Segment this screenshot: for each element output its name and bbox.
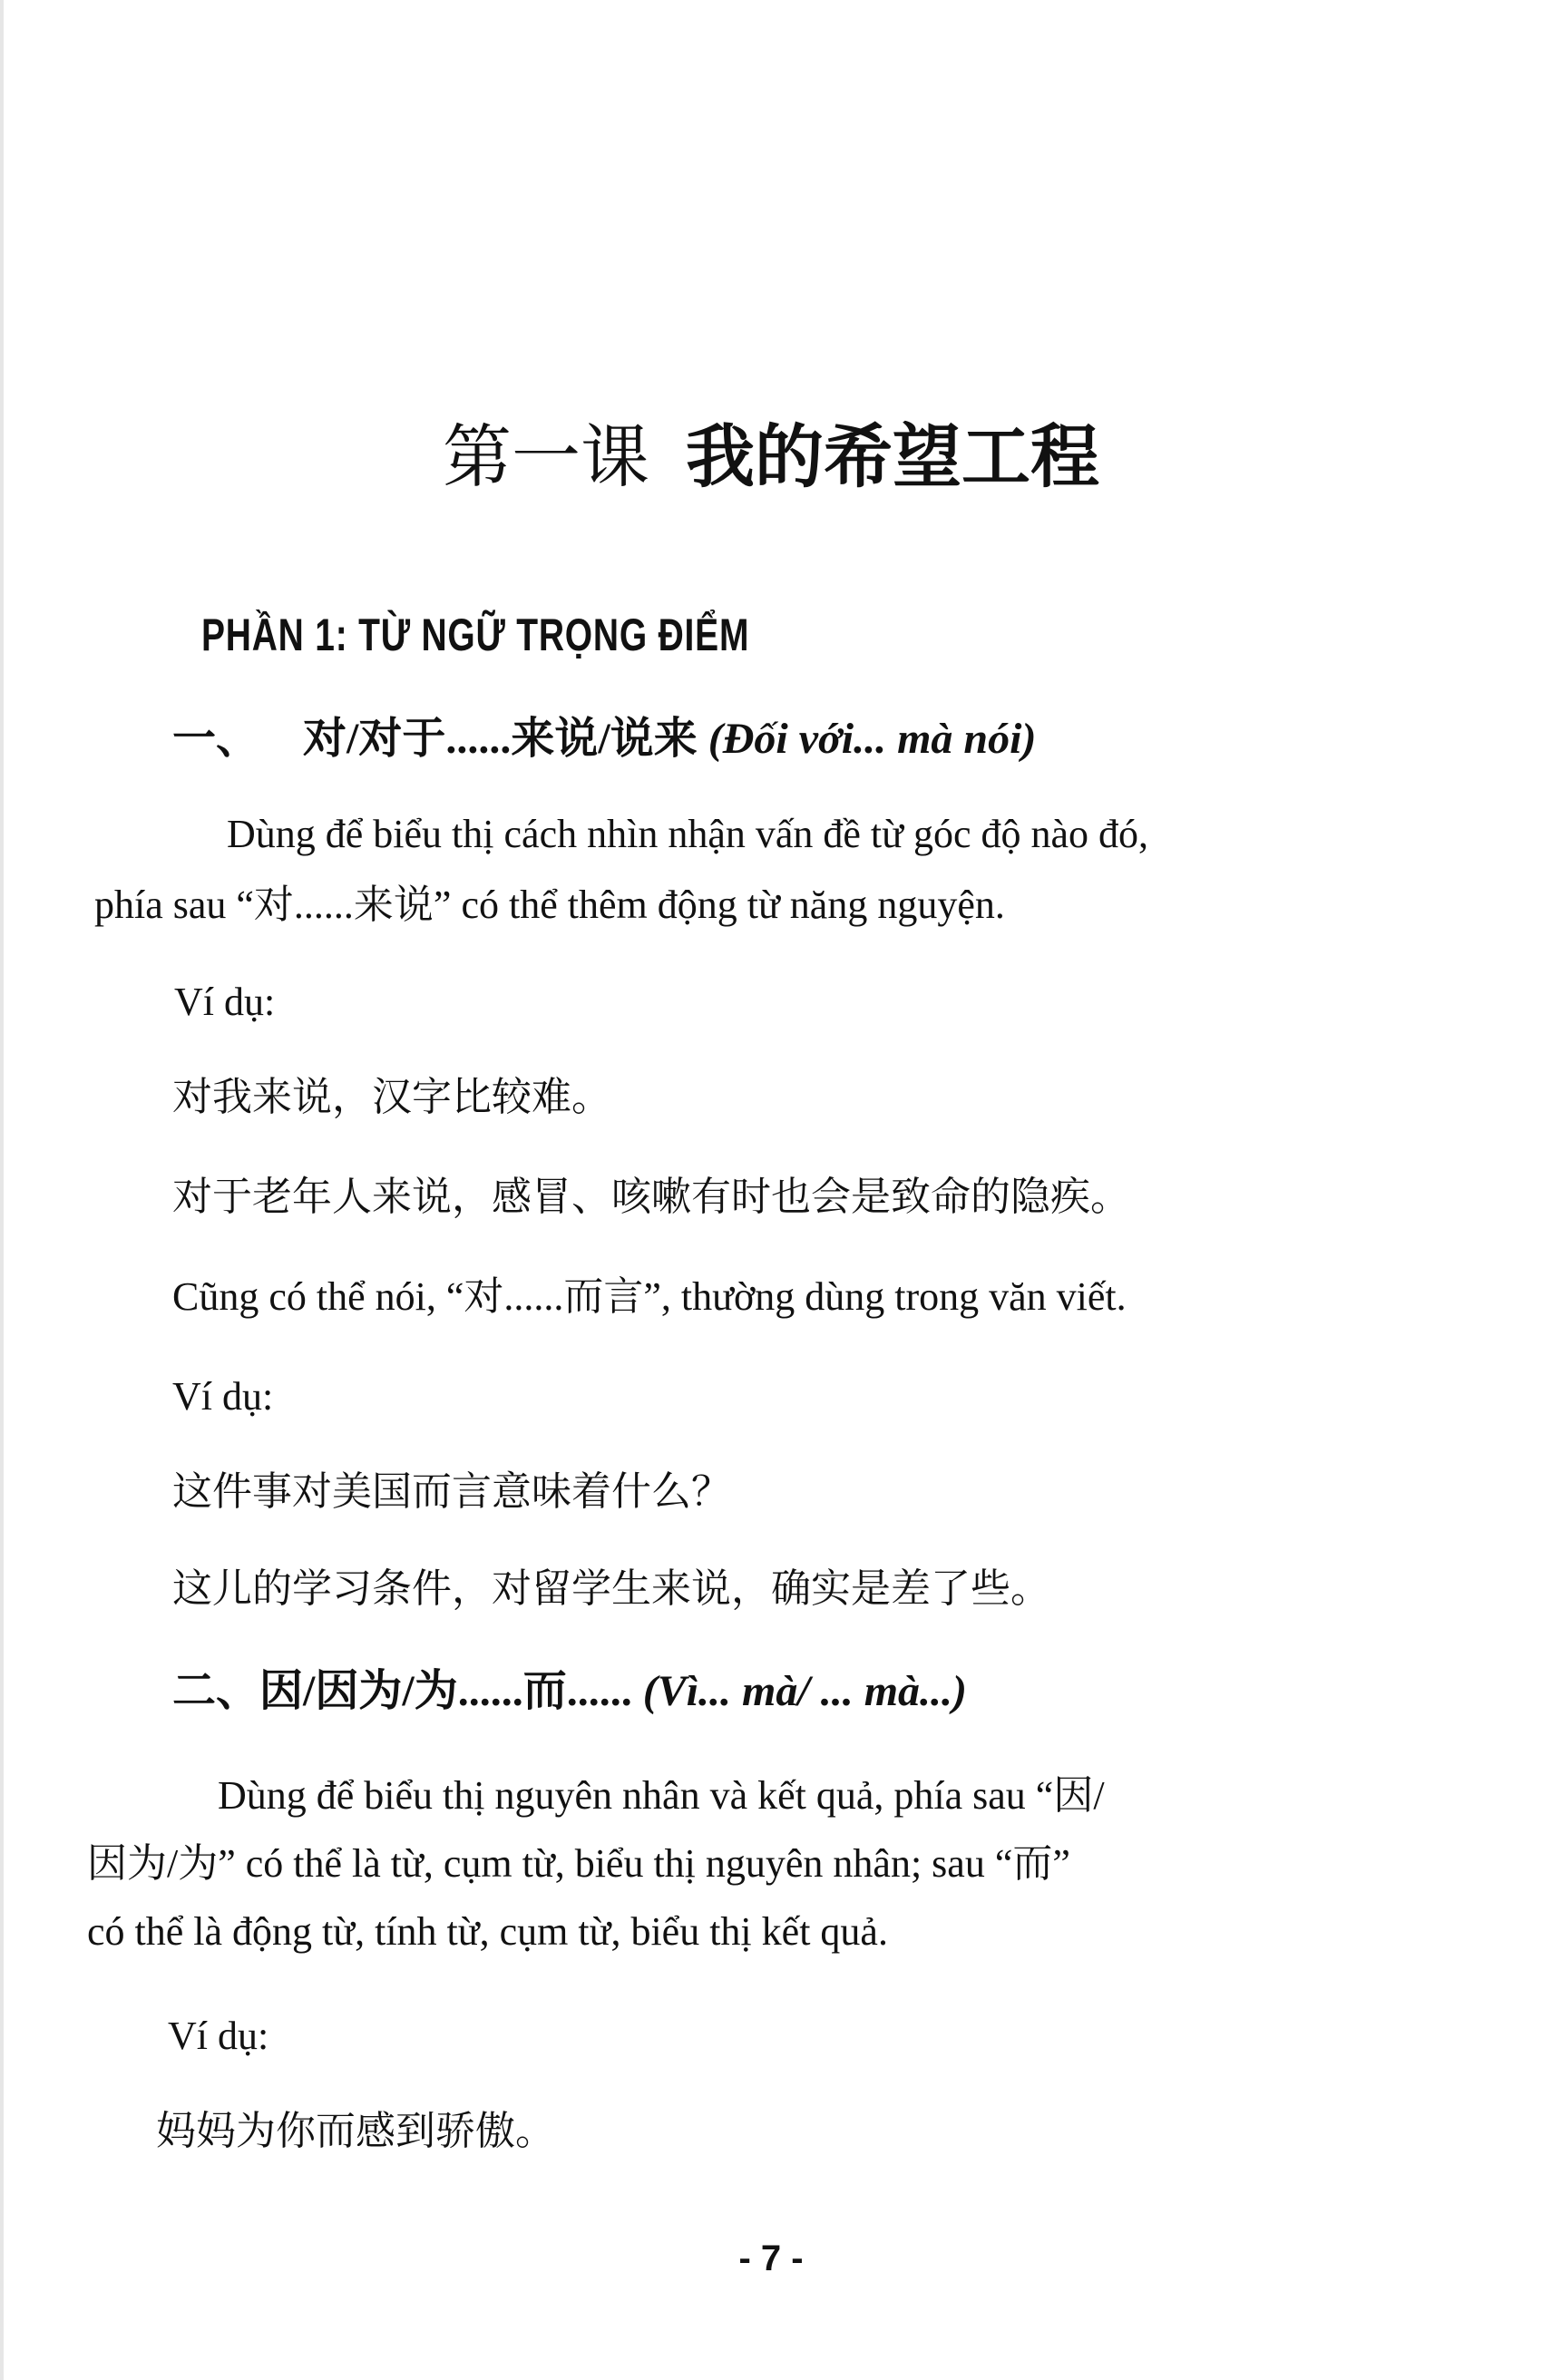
item-heading-1 bbox=[172, 707, 1036, 771]
example-sentence: 妈妈为你而感到骄傲。 bbox=[156, 2108, 555, 2154]
part-heading: PHẦN 1: TỪ NGỮ TRỌNG ĐIỂM bbox=[201, 610, 750, 660]
lesson-name: 我的希望工程 bbox=[686, 420, 1099, 496]
explanation-line: 因为/为” có thể là từ, cụm từ, biểu thị nguyên nhân; sau “而” bbox=[87, 1841, 1070, 1886]
explanation-line: có thể là động từ, tính từ, cụm từ, biểu thị kết quả. bbox=[87, 1909, 888, 1954]
item-pattern: 对/对于......来说/说来 bbox=[303, 715, 698, 763]
example-label: Ví dụ: bbox=[168, 2014, 269, 2058]
example-label: Ví dụ: bbox=[174, 980, 276, 1024]
page-edge bbox=[0, 0, 4, 2380]
note-text: Cũng có thể nói, “对......而言”, thường dùng trong văn viết. bbox=[172, 1274, 1127, 1319]
page-number: - 7 - bbox=[738, 2239, 804, 2278]
lesson-number: 第一课 bbox=[443, 420, 649, 496]
example-sentence: 这件事对美国而言意味着什么？ bbox=[172, 1468, 731, 1515]
item-marker: 二、 bbox=[172, 1667, 260, 1715]
example-sentence: 这儿的学习条件，对留学生来说，确实是差了些。 bbox=[172, 1566, 1050, 1612]
example-sentence: 对我来说，汉字比较难。 bbox=[172, 1074, 611, 1120]
lesson-title bbox=[0, 413, 1542, 503]
item-meaning: (Đối với... mà nói) bbox=[708, 715, 1037, 763]
item-marker: 一、 bbox=[172, 715, 260, 763]
item-pattern: 因/因为/为......而...... bbox=[259, 1667, 632, 1715]
example-label: Ví dụ: bbox=[172, 1374, 274, 1419]
example-sentence: 对于老年人来说，感冒、咳嗽有时也会是致命的隐疾。 bbox=[172, 1174, 1130, 1220]
item-meaning: (Vì... mà/ ... mà...) bbox=[642, 1667, 968, 1715]
item-heading-2 bbox=[172, 1660, 967, 1723]
explanation-line: phía sau “对......来说” có thể thêm động từ năng nguyện. bbox=[94, 883, 1005, 927]
explanation-line: Dùng để biểu thị nguyên nhân và kết quả, phía sau “因/ bbox=[218, 1773, 1105, 1818]
explanation-line: Dùng để biểu thị cách nhìn nhận vấn đề từ góc độ nào đó, bbox=[227, 812, 1149, 856]
